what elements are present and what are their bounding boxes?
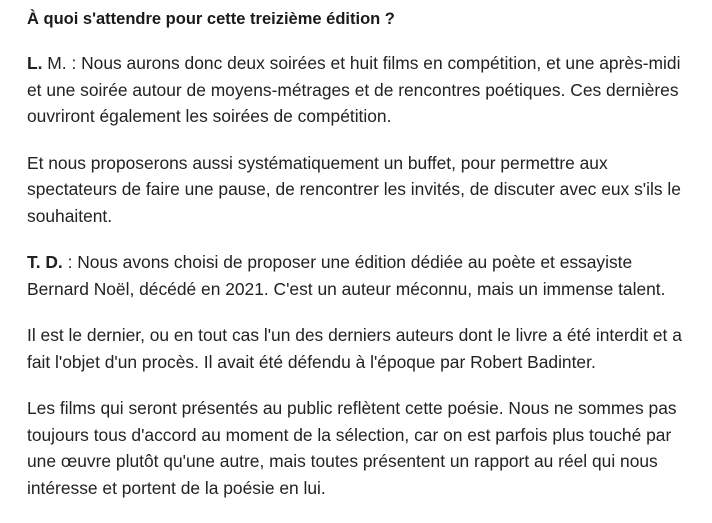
section-heading: À quoi s'attendre pour cette treizième édition ? <box>27 10 395 28</box>
speaker-label: T. D. <box>27 252 63 272</box>
paragraph-td-intro <box>27 249 692 302</box>
speaker-label: L. <box>27 53 43 73</box>
paragraph-text: Il est le dernier, ou en tout cas l'un des derniers auteurs dont le livre a été interdit et a fait l'objet d'un procès. Il avait été défendu à l'époque par Robert Badinter. <box>27 325 682 372</box>
paragraph-text: M. : Nous aurons donc deux soirées et huit films en compétition, et une après-midi et une soirée autour de moyens-métrages et de rencontres poétiques. Ces dernières ouvriront également les soirées de compétition. <box>27 53 681 126</box>
paragraph-lm-intro <box>27 50 692 130</box>
paragraph-badinter <box>27 322 692 375</box>
paragraph-films <box>27 395 692 501</box>
paragraph-text: Et nous proposerons aussi systématiquement un buffet, pour permettre aux spectateurs de faire une pause, de rencontrer les invités, de discuter avec eux s'ils le souhaitent. <box>27 152 681 226</box>
paragraph-text: : Nous avons choisi de proposer une édition dédiée au poète et essayiste Bernard Noël, décédé en 2021. C'est un auteur méconnu, mais un immense talent. <box>27 252 666 299</box>
paragraph-text: Les films qui seront présentés au public reflètent cette poésie. Nous ne sommes pas toujours tous d'accord au moment de la sélection, car on est parfois plus touché par une œuvre plutôt qu'une autre, mais toutes présentent un rapport au réel qui nous intéresse et portent de la poésie en lui. <box>27 398 677 498</box>
paragraph-buffet <box>27 150 692 230</box>
